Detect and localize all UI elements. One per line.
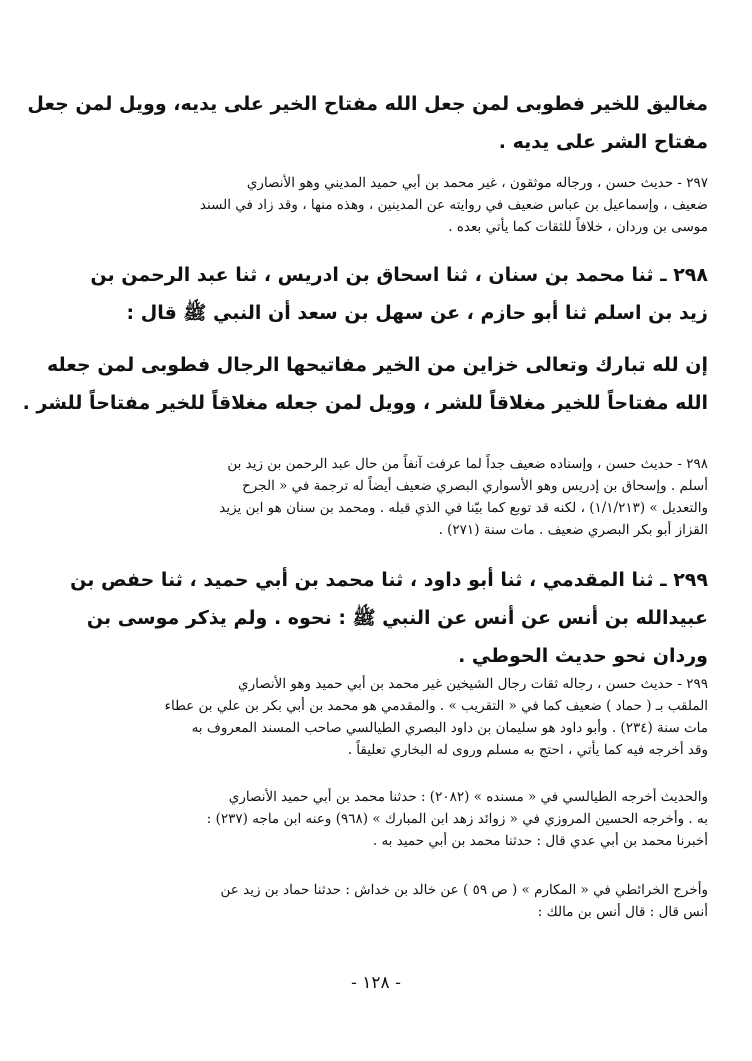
text-line: وردان نحو حديث الحوطي . <box>458 645 708 667</box>
text-line: أخبرنا محمد بن أبي عدي قال : حدثنا محمد بن أبي حميد به . <box>372 833 708 849</box>
text-line: أنس قال : قال أنس بن مالك : <box>537 904 708 920</box>
commentary-298 <box>96 453 708 541</box>
text-line: والتعديل » (١/١/٢١٣) ، لكنه قد توبع كما بيّنا في الذي قبله . ومحمد بن سنان هو ابن يزيد <box>219 500 708 516</box>
text-line: القزاز أبو بكر البصري ضعيف . مات سنة (٢٧١) . <box>438 522 708 538</box>
text-line: أسلم . وإسحاق بن إدريس وهو الأسواري البصري ضعيف أيضاً له ترجمة في « الجرح <box>242 478 708 494</box>
commentary-299 <box>96 673 708 761</box>
text-line: ٢٩٧ - حديث حسن ، ورجاله موثقون ، غير محمد بن أبي حميد المديني وهو الأنصاري <box>246 175 708 191</box>
text-line: وأخرج الخرائطي في « المكارم » ( ص ٥٩ ) عن خالد بن خداش : حدثنا حماد بن زيد عن <box>220 882 708 898</box>
text-line: به . وأخرجه الحسين المروزي في « زوائد زهد ابن المبارك » (٩٦٨) وعنه ابن ماجه (٢٣٧) : <box>206 811 708 827</box>
text-line: ٢٩٩ ـ ثنا المقدمي ، ثنا أبو داود ، ثنا محمد بن أبي حميد ، ثنا حفص بن <box>70 569 708 591</box>
text-line: ٢٩٩ - حديث حسن ، رجاله ثقات رجال الشيخين غير محمد بن أبي حميد وهو الأنصاري <box>238 676 708 692</box>
text-line: مغاليق للخير فطوبى لمن جعل الله مفتاح الخير على يديه، وويل لمن جعل <box>27 93 708 115</box>
text-line: وقد أخرجه فيه كما يأتي ، احتج به مسلم وروى له البخاري تعليقاً . <box>347 742 708 758</box>
text-line: ٢٩٨ ـ ثنا محمد بن سنان ، ثنا اسحاق بن ادريس ، ثنا عبد الرحمن بن <box>90 264 708 286</box>
page-number: - ١٢٨ - <box>351 973 401 993</box>
hadith-299 <box>70 561 708 675</box>
commentary-takhrij <box>96 786 708 852</box>
hadith-298-isnad <box>90 256 708 332</box>
text-line: مفتاح الشر على يديه . <box>498 131 708 153</box>
hadith-298-matn <box>22 346 708 422</box>
hadith-text-end <box>27 85 708 161</box>
text-line: ضعيف ، وإسماعيل بن عباس ضعيف في روايته عن المدينين ، وهذه منها ، وقد زاد في السند <box>199 197 708 213</box>
text-line: ٢٩٨ - حديث حسن ، وإسناده ضعيف جداً لما عرفت آنفاً من حال عبد الرحمن بن زيد بن <box>227 456 708 472</box>
text-line: والحديث أخرجه الطيالسي في « مسنده » (٢٠٨٢) : حدثنا محمد بن أبي حميد الأنصاري <box>228 789 708 805</box>
text-line: موسى بن وردان ، خلافاً للثقات كما يأتي بعده . <box>448 219 708 235</box>
commentary-297 <box>96 172 708 238</box>
text-line: الملقب بـ ( حماد ) ضعيف كما في « التقريب » . والمقدمي هو محمد بن أبي بكر بن علي بن عطاء <box>164 698 708 714</box>
text-line: إن لله تبارك وتعالى خزاين من الخير مفاتيحها الرجال فطوبى لمن جعله <box>47 354 708 376</box>
text-line: مات سنة (٢٣٤) . وأبو داود هو سليمان بن داود البصري الطيالسي صاحب المسند المعروف به <box>191 720 708 736</box>
text-line: عبيدالله بن أنس عن أنس عن النبي ﷺ : نحوه . ولم يذكر موسى بن <box>86 607 708 629</box>
text-line: الله مفتاحاً للخير مغلاقاً للشر ، وويل لمن جعله مغلاقاً للخير مفتاحاً للشر . <box>22 392 708 414</box>
text-line: زيد بن اسلم ثنا أبو حازم ، عن سهل بن سعد أن النبي ﷺ قال : <box>126 302 708 324</box>
commentary-kharaiti <box>96 879 708 923</box>
